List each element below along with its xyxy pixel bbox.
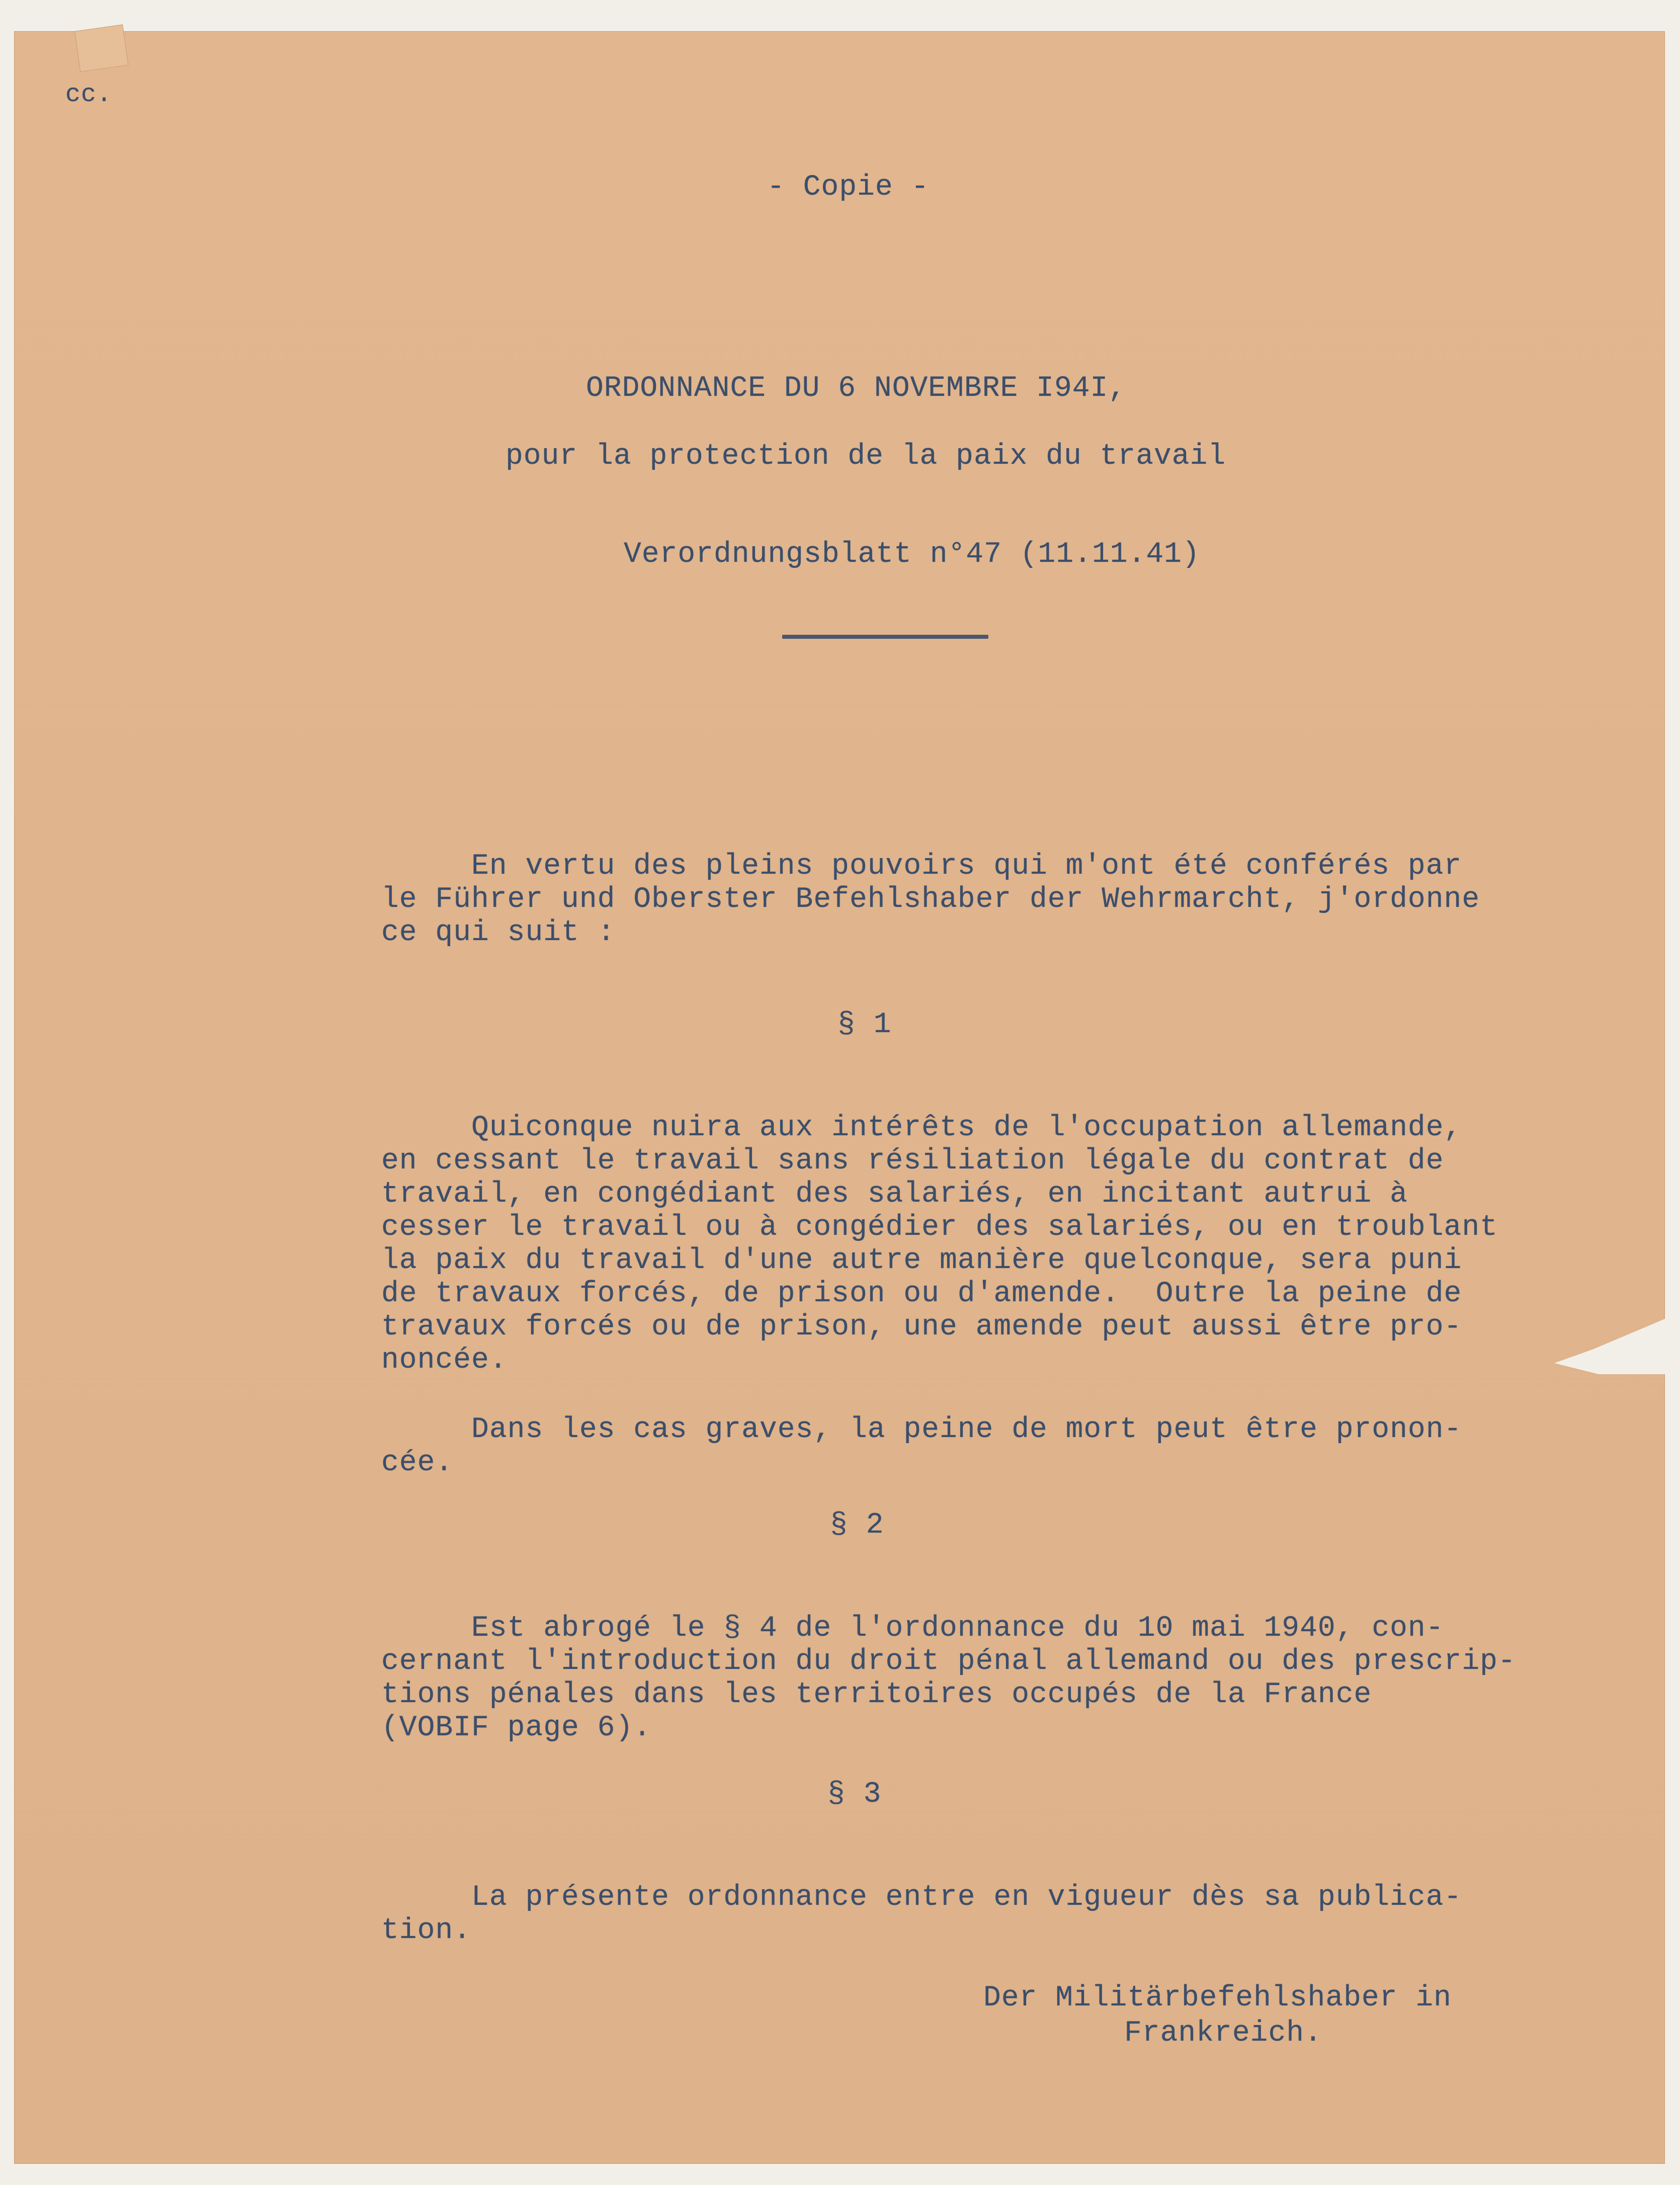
signature-line-2: Frankreich. <box>1124 2017 1322 2050</box>
ordinance-title: ORDONNANCE DU 6 NOVEMBRE I94I, <box>586 372 1127 405</box>
section-1-heading: § 1 <box>837 1009 892 1041</box>
section-1-paragraph-1: Quiconque nuira aux intérêts de l'occupation allemande, en cessant le travail sans résiliation légale du contrat de travail, en congédiant des salariés, en incitant autrui à cesser le travail ou à congédier des salariés, ou en troublant la paix du travail d'une autre manière quelconque, sera puni de travaux forcés, de prison ou d'amende. Outre la peine de travaux forcés ou de prison, une amende peut aussi être pro- noncée. <box>381 1112 1498 1377</box>
section-1-paragraph-2: Dans les cas graves, la peine de mort peut être pronon- cée. <box>381 1413 1462 1479</box>
copy-mark: - Copie - <box>767 171 930 204</box>
torn-edge <box>1554 1319 1665 1374</box>
gazette-reference: Verordnungsblatt n°47 (11.11.41) <box>624 538 1200 571</box>
preamble-paragraph: En vertu des pleins pouvoirs qui m'ont été conférés par le Führer und Oberster Befehlshaber der Wehrmarcht, j'ordonne ce qui suit : <box>381 850 1480 949</box>
title-underline <box>782 635 988 639</box>
section-2-heading: § 2 <box>830 1509 884 1542</box>
folded-corner <box>74 25 128 72</box>
ordinance-subtitle: pour la protection de la paix du travail <box>506 440 1226 473</box>
document-sheet <box>14 31 1665 2164</box>
section-3-paragraph: La présente ordonnance entre en vigueur dès sa publica- tion. <box>381 1881 1462 1947</box>
section-3-heading: § 3 <box>827 1778 882 1811</box>
signature-line-1: Der Militärbefehlshaber in <box>983 1982 1452 2014</box>
cc-mark: cc. <box>65 80 113 109</box>
section-2-paragraph: Est abrogé le § 4 de l'ordonnance du 10 mai 1940, con- cernant l'introduction du droit pénal allemand ou des prescrip- tions pénales dans les territoires occupés de la France (VOBIF page 6). <box>381 1612 1516 1744</box>
